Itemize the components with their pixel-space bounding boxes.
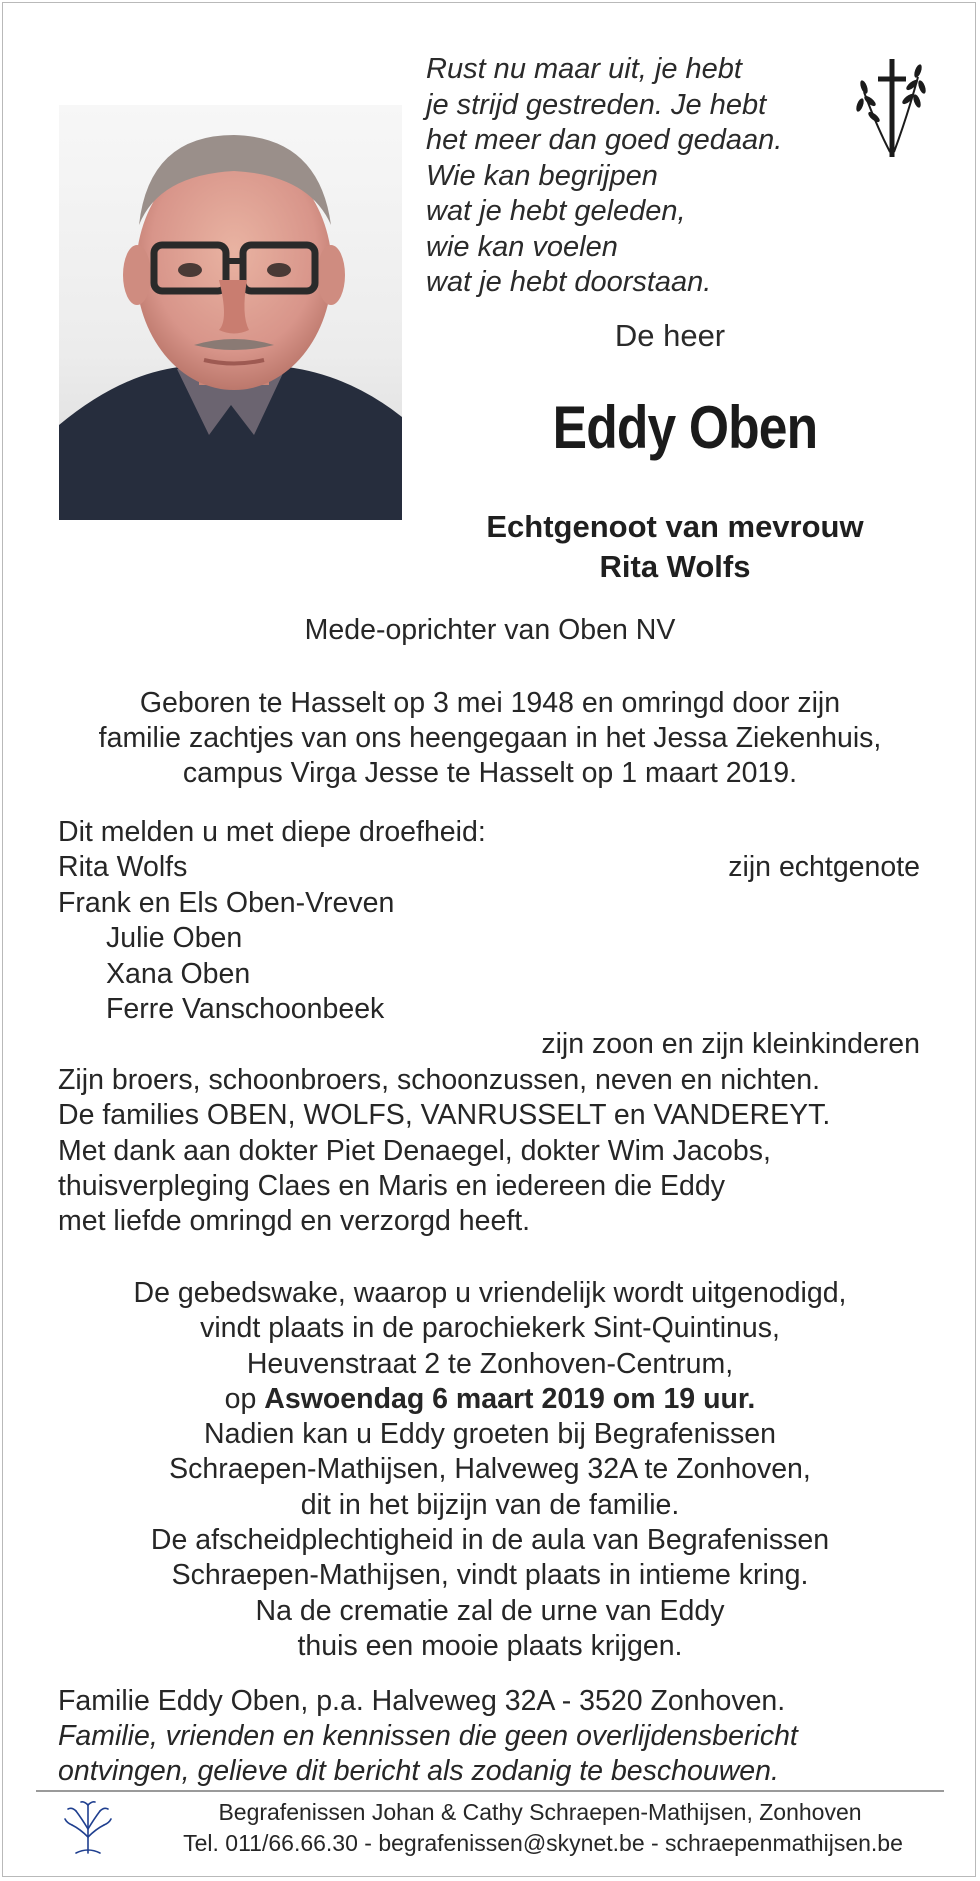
mourner-row (58, 850, 920, 885)
ceremony-line: Schraepen-Mathijsen, Halveweg 32A te Zonhoven, (169, 1453, 811, 1486)
notice-line: Familie, vrienden en kennissen die geen overlijdensbericht (58, 1720, 798, 1752)
birth-death-line: familie zachtjes van ons heengegaan in het Jessa Ziekenhuis, (98, 722, 882, 754)
thanks-line: met liefde omringd en verzorgd heeft. (58, 1205, 531, 1238)
closing-text (58, 1684, 920, 1789)
mourners-intro: Dit melden u met diepe droefheid: (58, 816, 486, 848)
portrait-illustration (59, 105, 402, 520)
cross-wheat-icon (852, 57, 932, 162)
poem-line: je strijd gestreden. Je hebt (426, 88, 767, 121)
family-address: Familie Eddy Oben, p.a. Halveweg 32A - 3520 Zonhoven. (58, 1685, 786, 1717)
honorific: De heer (614, 318, 726, 353)
poem-line: wat je hebt doorstaan. (426, 266, 712, 298)
poem-line: Wie kan begrijpen (426, 159, 658, 192)
undertaker-info (120, 1797, 960, 1859)
birth-death-line: Geboren te Hasselt op 3 mei 1948 en omringd door zijn (139, 687, 841, 719)
birth-death-text (0, 686, 980, 791)
mourner-relation: zijn echtgenote (728, 851, 920, 884)
ceremony-line: Nadien kan u Eddy groeten bij Begrafenissen (204, 1418, 776, 1451)
undertaker-name: Begrafenissen Johan & Cathy Schraepen-Mathijsen, Zonhoven (218, 1799, 862, 1825)
mourner-name: Frank en Els Oben-Vreven (58, 886, 395, 919)
spouse-block (430, 507, 920, 587)
mourner-relation: zijn zoon en zijn kleinkinderen (541, 1028, 920, 1061)
poem-line: Rust nu maar uit, je hebt (426, 53, 742, 85)
thanks-line: Met dank aan dokter Piet Denaegel, dokter Wim Jacobs, (58, 1134, 771, 1167)
notice-line: ontvingen, gelieve dit bericht als zodanig te beschouwen. (58, 1755, 779, 1787)
ceremony-line: dit in het bijzijn van de familie. (300, 1488, 680, 1521)
footer-divider (36, 1790, 944, 1792)
ceremony-line: Schraepen-Mathijsen, vindt plaats in intieme kring. (171, 1559, 809, 1592)
ceremony-line: De afscheidplechtigheid in de aula van Begrafenissen (150, 1524, 830, 1557)
spouse-name: Rita Wolfs (599, 549, 751, 584)
extended-family-line: Zijn broers, schoonbroers, schoonzussen, neven en nichten. (58, 1063, 821, 1096)
tree-logo-icon (62, 1797, 114, 1855)
poem-line: het meer dan goed gedaan. (426, 124, 783, 156)
thanks-line: thuisverpleging Claes en Maris en iedereen die Eddy (58, 1170, 725, 1203)
ceremony-date: Aswoendag 6 maart 2019 om 19 uur. (264, 1382, 756, 1415)
grandchild-name: Xana Oben (106, 957, 251, 990)
deceased-name: Eddy Oben (552, 394, 818, 461)
ceremony-date-line (0, 1382, 980, 1417)
ceremony-text (0, 1276, 980, 1664)
ceremony-line: De gebedswake, waarop u vriendelijk wordt uitgenodigd, (133, 1277, 847, 1309)
mourners-list (58, 815, 920, 1240)
portrait-photo (59, 105, 402, 520)
ceremony-line: vindt plaats in de parochiekerk Sint-Quintinus, (200, 1312, 780, 1345)
ceremony-line: Na de crematie zal de urne van Eddy (255, 1594, 725, 1627)
ceremony-date-prefix: op (224, 1382, 257, 1415)
ceremony-line: thuis een mooie plaats krijgen. (297, 1629, 683, 1662)
poem-line: wat je hebt geleden, (426, 195, 686, 227)
grandchild-name: Ferre Vanschoonbeek (106, 993, 385, 1026)
grandchild-name: Julie Oben (106, 922, 243, 955)
poem-line: wie kan voelen (426, 230, 618, 263)
spouse-line: Echtgenoot van mevrouw (486, 509, 864, 544)
extended-family-line: De families OBEN, WOLFS, VANRUSSELT en VANDEREYT. (58, 1099, 831, 1132)
birth-death-line: campus Virga Jesse te Hasselt op 1 maart 2019. (182, 757, 798, 789)
ceremony-line: Heuvenstraat 2 te Zonhoven-Centrum, (246, 1347, 734, 1380)
role-line: Mede-oprichter van Oben NV (304, 614, 676, 646)
poem (426, 52, 866, 301)
undertaker-contact: Tel. 011/66.66.30 - begrafenissen@skynet.be - schraepenmathijsen.be (183, 1830, 903, 1856)
mourner-name: Rita Wolfs (58, 851, 188, 884)
